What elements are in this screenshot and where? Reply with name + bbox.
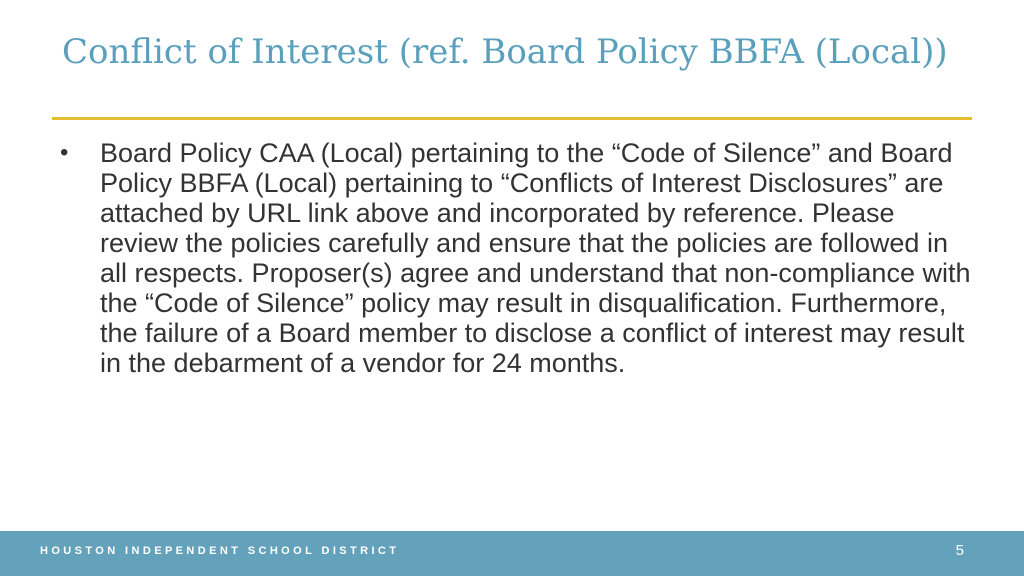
bullet-text: Board Policy CAA (Local) pertaining to the “Code of Silence” and Board Policy BBFA (Local) pertaining to “Conflicts of Interest Disclosures” are attached by URL link above and incorporated by reference. Please review the policies carefully and ensure that the policies are followed in all respects. Proposer(s) agree and understand that non-compliance with the “Code of Silence” policy may result in disqualification. Furthermore, the failure of a Board member to disclose a conflict of interest may result in the debarment of a vendor for 24 months. <box>100 138 971 378</box>
footer-bar <box>0 531 1024 576</box>
bullet-marker: • <box>60 139 69 166</box>
footer-organization: HOUSTON INDEPENDENT SCHOOL DISTRICT <box>40 545 400 557</box>
page-number: 5 <box>955 542 964 559</box>
bullet-list <box>60 138 972 378</box>
bullet-item <box>60 138 972 378</box>
title-divider <box>52 117 972 120</box>
slide-title: Conflict of Interest (ref. Board Policy BBFA (Local)) <box>62 32 948 72</box>
